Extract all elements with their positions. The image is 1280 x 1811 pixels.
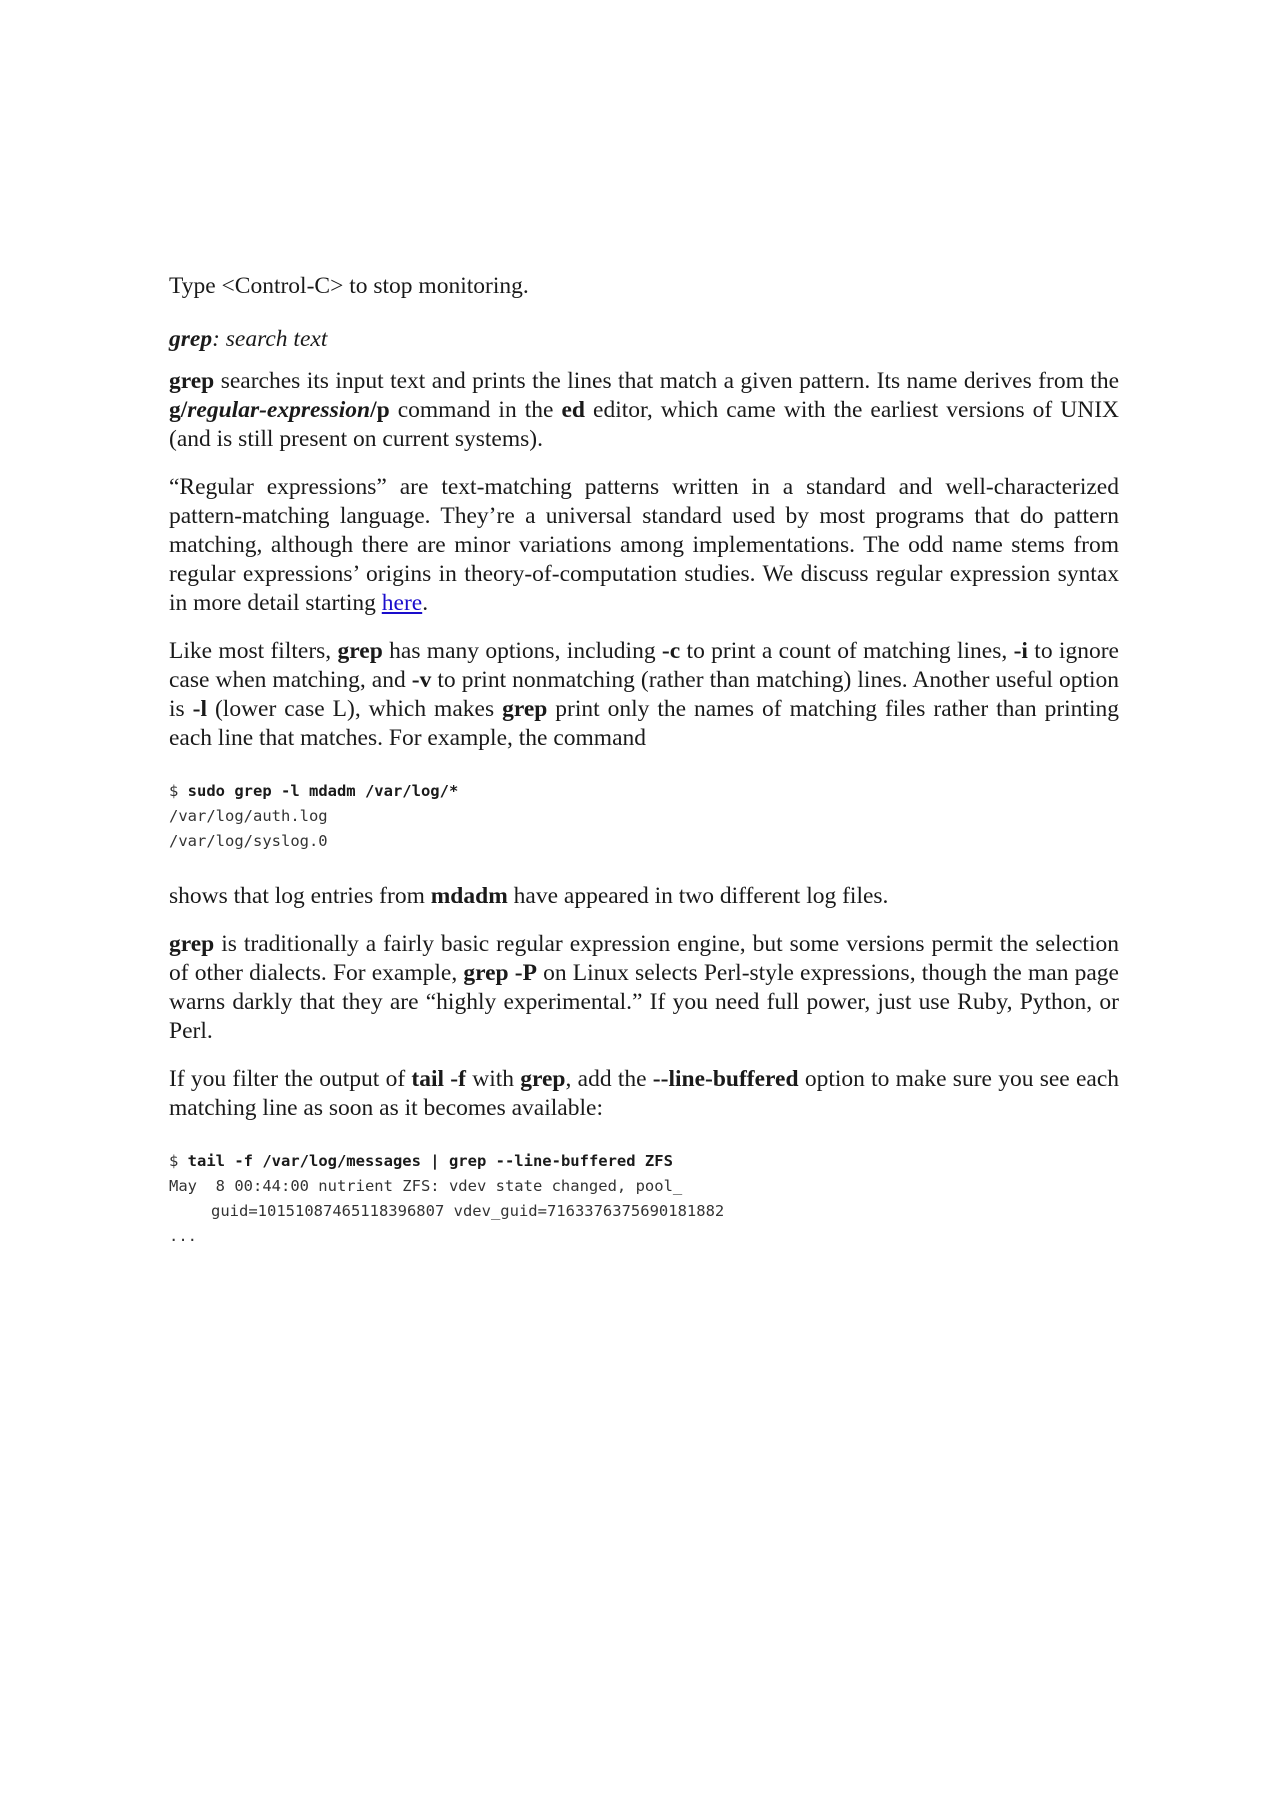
code-ellipsis: ... bbox=[169, 1227, 197, 1245]
section-heading bbox=[169, 325, 1119, 354]
text-run: . bbox=[422, 590, 429, 616]
paragraph-grep-intro bbox=[169, 367, 1119, 454]
text-run: (lower case L), which makes bbox=[207, 696, 503, 722]
code-block-tail bbox=[169, 1149, 1119, 1249]
bold-term: mdadm bbox=[430, 883, 508, 909]
text-run: command in the bbox=[389, 397, 562, 423]
text-run: to ignore case when matching, and bbox=[169, 638, 1119, 693]
text-run: to print nonmatching (rather than matching) lines. Another useful option is bbox=[169, 667, 1119, 722]
text-run: Like most filters, bbox=[169, 638, 338, 664]
paragraph-tail bbox=[169, 1065, 1119, 1123]
code-block-grep bbox=[169, 779, 1119, 854]
code-output-line: /var/log/syslog.0 bbox=[169, 832, 328, 850]
bold-term: tail -f bbox=[411, 1066, 466, 1092]
shell-prompt: $ bbox=[169, 1152, 188, 1170]
code-output-line: /var/log/auth.log bbox=[169, 807, 328, 825]
document-page bbox=[169, 272, 1119, 1277]
text-run: option to make sure you see each matching line as soon as it becomes available: bbox=[169, 1066, 1119, 1121]
bold-italic-term: regular-expression bbox=[187, 397, 371, 423]
bold-term: grep -P bbox=[463, 960, 537, 986]
bold-term: grep bbox=[337, 638, 383, 664]
text-run: has many options, including bbox=[382, 638, 662, 664]
heading-command: grep bbox=[169, 326, 213, 352]
text-run: searches its input text and prints the lines that match a given pattern. Its name derives from the bbox=[214, 368, 1119, 394]
text-run: have appeared in two different log files. bbox=[507, 883, 889, 909]
bold-term: /p bbox=[370, 397, 390, 423]
text-run: “Regular expressions” are text-matching patterns written in a standard and well-characterized pattern-matching language. They’re a universal standard used by most programs that do pattern matching, although there are minor variations among implementations. The odd name stems from regular expressions’ origins in theory-of-computation studies. We discuss regular expression syntax in more detail starting bbox=[169, 474, 1119, 616]
bold-term: -v bbox=[411, 667, 432, 693]
shell-command: tail -f /var/log/messages | grep --line-buffered ZFS bbox=[187, 1152, 673, 1170]
intro-line: Type <Control-C> to stop monitoring. bbox=[169, 273, 529, 299]
here-link[interactable]: here bbox=[381, 590, 423, 616]
bold-term: grep bbox=[169, 368, 215, 394]
text-run: editor, which came with the earliest versions of UNIX (and is still present on current systems). bbox=[169, 397, 1119, 452]
bold-term: -c bbox=[661, 638, 681, 664]
paragraph-dialects bbox=[169, 930, 1119, 1046]
code-command-line bbox=[169, 779, 1119, 804]
text-run: to print a count of matching lines, bbox=[680, 638, 1014, 664]
bold-term: ed bbox=[561, 397, 585, 423]
heading-text: : search text bbox=[212, 326, 328, 352]
code-output-line: May 8 00:44:00 nutrient ZFS: vdev state changed, pool_ bbox=[169, 1177, 683, 1195]
paragraph-mdadm bbox=[169, 882, 1119, 911]
bold-term: grep bbox=[520, 1066, 566, 1092]
code-output-continuation: guid=10151087465118396807 vdev_guid=7163376375690181882 bbox=[211, 1202, 725, 1220]
bold-term: -l bbox=[192, 696, 207, 722]
bold-term: grep bbox=[502, 696, 548, 722]
paragraph-regex bbox=[169, 473, 1119, 618]
bold-term: -i bbox=[1013, 638, 1028, 664]
text-run: with bbox=[465, 1066, 521, 1092]
text-run: print only the names of matching files rather than printing each line that matches. For example, the command bbox=[169, 696, 1119, 751]
bold-term: g/ bbox=[169, 397, 188, 423]
shell-command: sudo grep -l mdadm /var/log/* bbox=[187, 782, 459, 800]
text-run: If you filter the output of bbox=[169, 1066, 412, 1092]
paragraph-options bbox=[169, 637, 1119, 753]
shell-prompt: $ bbox=[169, 782, 188, 800]
text-run: on Linux selects Perl-style expressions, though the man page warns darkly that they are “highly experimental.” If you need full power, just use Ruby, Python, or Perl. bbox=[169, 960, 1119, 1044]
code-command-line bbox=[169, 1149, 1119, 1174]
text-run: shows that log entries from bbox=[169, 883, 431, 909]
text-run: is traditionally a fairly basic regular expression engine, but some versions permit the selection of other dialects. For example, bbox=[169, 931, 1119, 986]
text-run: , add the bbox=[565, 1066, 653, 1092]
bold-term: --line-buffered bbox=[652, 1066, 799, 1092]
bold-term: grep bbox=[169, 931, 215, 957]
